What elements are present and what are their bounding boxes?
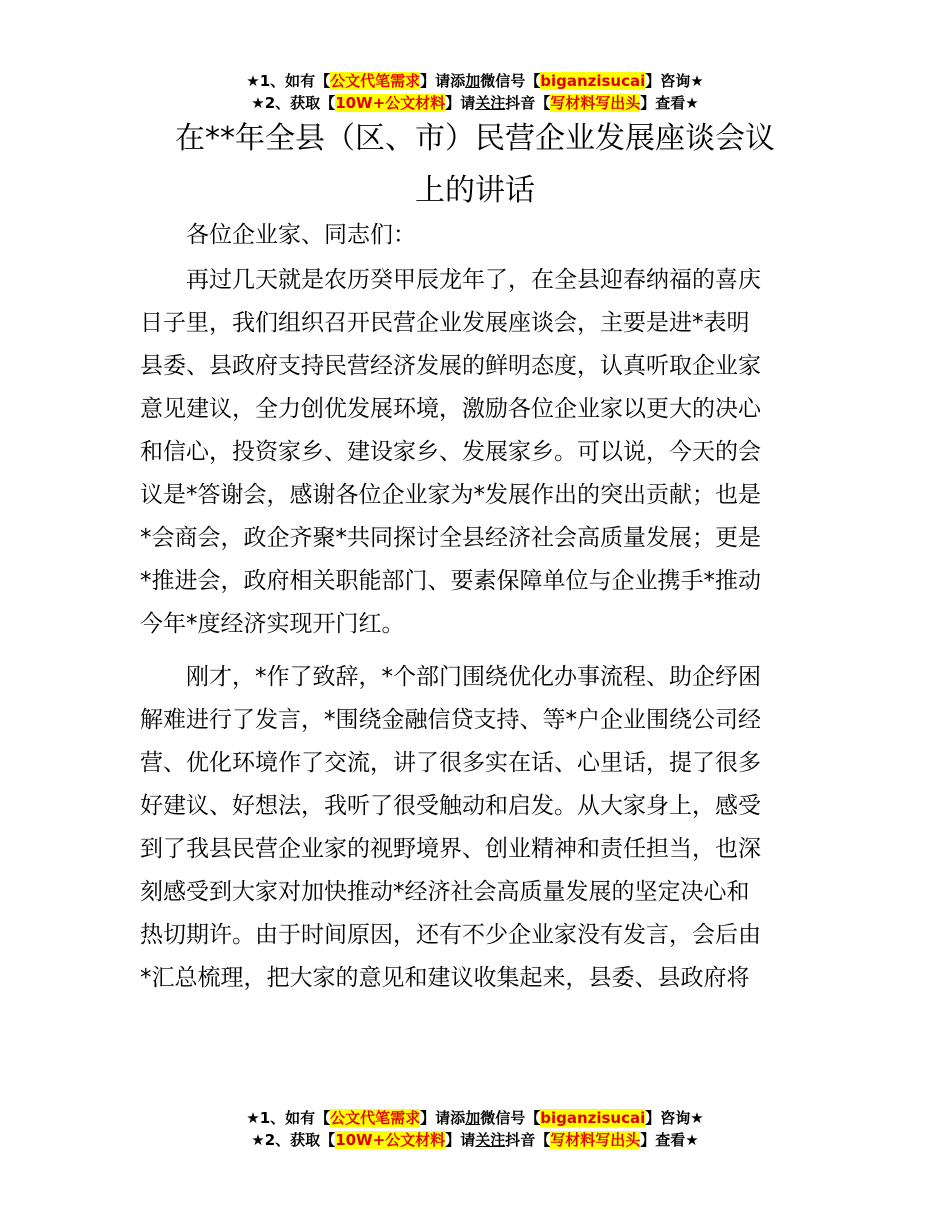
- paragraph-line: 日子里，我们组织召开民营企业发展座谈会，主要是进*表明: [140, 310, 750, 336]
- footer-notice-line-2: ★2、获取【10W+公文材料】请关注抖音【写材料写出头】查看★: [251, 1131, 699, 1149]
- paragraph-line: 解难进行了发言，*围绕金融信贷支持、等*户企业围绕公司经: [140, 707, 761, 733]
- paragraph-line: 营、优化环境作了交流，讲了很多实在话、心里话，提了很多: [140, 750, 761, 776]
- title-line-2: 上的讲话: [415, 173, 535, 208]
- paragraph-line: 意见建议，全力创优发展环境，激励各位企业家以更大的决心: [140, 396, 761, 422]
- header-notice: [0, 70, 950, 114]
- paragraph-line: 到了我县民营企业家的视野境界、创业精神和责任担当，也深: [140, 836, 761, 862]
- footer-notice-line-1: ★1、如有【公文代笔需求】请添加微信号【biganzisucai】咨询★: [246, 1109, 704, 1127]
- greeting: 各位企业家、同志们：: [186, 222, 416, 248]
- paragraph-line: *推进会，政府相关职能部门、要素保障单位与企业携手*推动: [140, 568, 761, 594]
- paragraph-line: 今年*度经济实现开门红。: [140, 611, 405, 637]
- footer-notice: [0, 1107, 950, 1151]
- document-title: [120, 113, 830, 217]
- paragraph-line: 和信心，投资家乡、建设家乡、发展家乡。可以说，今天的会: [140, 439, 761, 465]
- paragraph-1: [140, 259, 812, 646]
- highlight-wechat-id: biganzisucai: [540, 72, 646, 90]
- highlight-service: 公文代笔需求: [330, 1109, 421, 1127]
- paragraph-line: *汇总梳理，把大家的意见和建议收集起来，县委、县政府将: [140, 965, 750, 991]
- document-body: [140, 214, 812, 1000]
- highlight-wechat-id: biganzisucai: [540, 1109, 646, 1127]
- paragraph-line: 刚才，*作了致辞，*个部门围绕优化办事流程、助企纾困: [186, 664, 761, 690]
- paragraph-line: 热切期许。由于时间原因，还有不少企业家没有发言，会后由: [140, 922, 761, 948]
- title-line-1: 在**年全县（区、市）民营企业发展座谈会议: [175, 121, 775, 156]
- highlight-materials: 10W+公文材料: [335, 94, 446, 112]
- paragraph-line: 好建议、好想法，我听了很受触动和启发。从大家身上，感受: [140, 793, 761, 819]
- header-notice-line-1: ★1、如有【公文代笔需求】请添加微信号【biganzisucai】咨询★: [246, 72, 704, 90]
- header-notice-line-2: ★2、获取【10W+公文材料】请关注抖音【写材料写出头】查看★: [251, 94, 699, 112]
- paragraph-line: 议是*答谢会，感谢各位企业家为*发展作出的突出贡献；也是: [140, 482, 761, 508]
- paragraph-line: *会商会，政企齐聚*共同探讨全县经济社会高质量发展；更是: [140, 525, 761, 551]
- paragraph-2: [140, 656, 812, 1000]
- highlight-douyin-account: 写材料写出头: [550, 94, 641, 112]
- paragraph-line: 县委、县政府支持民营经济发展的鲜明态度，认真听取企业家: [140, 353, 761, 379]
- highlight-materials: 10W+公文材料: [335, 1131, 446, 1149]
- highlight-service: 公文代笔需求: [330, 72, 421, 90]
- paragraph-line: 再过几天就是农历癸甲辰龙年了，在全县迎春纳福的喜庆: [186, 267, 761, 293]
- highlight-douyin-account: 写材料写出头: [550, 1131, 641, 1149]
- paragraph-line: 刻感受到大家对加快推动*经济社会高质量发展的坚定决心和: [140, 879, 750, 905]
